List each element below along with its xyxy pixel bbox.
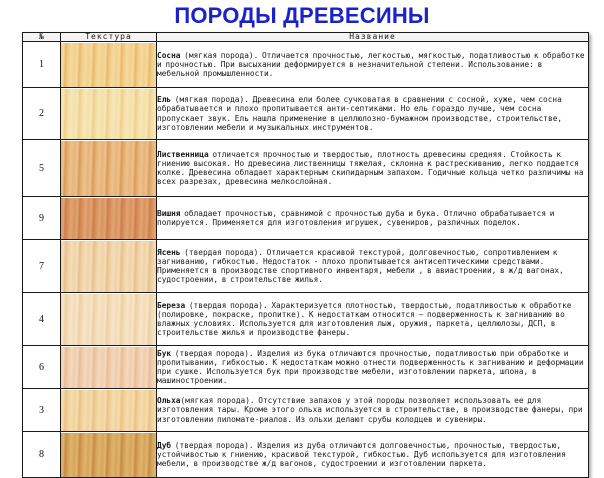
row-number: 8 xyxy=(23,432,61,478)
species-name: Лиственница xyxy=(157,149,209,159)
wood-texture-image xyxy=(61,347,156,388)
row-number: 2 xyxy=(23,88,61,140)
table-row xyxy=(23,197,589,240)
species-text: (мягкая порода). Древесина ели более сучковатая в сравнении с сосной, хуже, чем сосна обрабатывается и плохо пропитывается анти-септиками. Но ель гораздо лучше, чем сосна пропускает звук. Ель нашла применение в целлюлозно-бумажном производстве, строительстве, изготовлении мебели и музыкальных инструментов. xyxy=(157,95,563,132)
species-description xyxy=(157,240,589,293)
texture-cell xyxy=(61,389,157,432)
texture-cell xyxy=(61,42,157,88)
texture-cell xyxy=(61,293,157,346)
row-number: 9 xyxy=(23,197,61,240)
species-text: обладает прочностью, сравнимой с прочностью дуба и бука. Отлично обрабатывается и полируется. Применяется для изготовления игрушек, сувениров, различных поделок. xyxy=(157,208,555,227)
texture-cell xyxy=(61,240,157,293)
species-name: Береза xyxy=(157,300,186,310)
wood-texture-image xyxy=(61,241,156,292)
species-description xyxy=(157,88,589,140)
species-description xyxy=(157,140,589,197)
page-title: ПОРОДЫ ДРЕВЕСИНЫ xyxy=(174,3,430,28)
texture-cell xyxy=(61,88,157,140)
table-row xyxy=(23,88,589,140)
wood-texture-image xyxy=(61,198,156,239)
species-description xyxy=(157,42,589,88)
table-row xyxy=(23,346,589,389)
species-text: (твердая порода). Отличается красивой текстурой, долговечностью, сопротивлением к загниванию, гибкостью. Недостаток - плохо пропитывается антисептическими средствами. Применяется в производстве спортивного инвентаря, мебели , в авиастроении, в ж/д вагонах, судостроении, в строительстве жилья. xyxy=(157,247,564,285)
species-text: (твердая порода). Изделия из дуба отличаются долговечностью, прочностью, твердостью, устойчивостью к гниению, красивой текстурой, гибкостью. Дуб используется для изготовления мебели, в производстве ж/д вагонов, судостроении и изготовлении паркета. xyxy=(157,440,566,469)
table-row xyxy=(23,389,589,432)
column-header-name: Название xyxy=(157,33,589,42)
species-text: (мягкая порода). Отличается прочностью, легкостью, мягкостью, податливостью к обработке и прочностью. При высыхании деформируется в незначительной степени. Использование: в мебельной промышленности. xyxy=(157,50,585,79)
wood-texture-image xyxy=(61,43,156,87)
species-description xyxy=(157,432,589,478)
texture-cell xyxy=(61,432,157,478)
species-text: (твердая порода). Изделия из бука отличаются прочностью, податливостью при обработке и пропитывании, гибкостью. К недостаткам можно отнести подверженность к загниванию и деформации при сушке. Используется бук при производстве мебели, изготовлении паркета, шпона, в машиностроении. xyxy=(157,348,584,386)
table-row xyxy=(23,293,589,346)
table-row xyxy=(23,140,589,197)
species-text: отличается прочностью и твердостью, плотность древесины средняя. Стойкость к гниению высокая. Но древесина лиственницы тяжелая, склонна к растрескиванию, легко поддается колке. Древесина обладает характерным скипидарным запахом. Годичные кольца четко различимы на всех разрезах, древесина мелкослойная. xyxy=(157,149,584,187)
wood-texture-image xyxy=(61,294,156,345)
wood-texture-image xyxy=(61,141,156,196)
texture-cell xyxy=(61,346,157,389)
species-description xyxy=(157,197,589,240)
species-name: Ольха xyxy=(157,396,181,406)
row-number: 1 xyxy=(23,42,61,88)
table-row xyxy=(23,240,589,293)
table-row xyxy=(23,432,589,478)
species-text: (мягкая порода). Отсутствие запахов у этой породы позволяет использовать ее для изготовления тары. Кроме этого ольха используется в строительстве, в производстве фанеры, при изготовлении пиломате-риалов. Из ольхи делают срубы колодцев и сувениры. xyxy=(157,396,583,424)
species-description xyxy=(157,293,589,346)
wood-texture-image xyxy=(61,390,156,431)
species-name: Бук xyxy=(157,348,172,358)
row-number: 6 xyxy=(23,346,61,389)
species-name: Сосна xyxy=(157,50,181,60)
wood-texture-image xyxy=(61,433,156,477)
species-name: Вишня xyxy=(157,208,181,218)
row-number: 5 xyxy=(23,140,61,197)
row-number: 4 xyxy=(23,293,61,346)
texture-cell xyxy=(61,140,157,197)
species-name: Ель xyxy=(157,95,172,105)
species-description xyxy=(157,389,589,432)
table-header-row xyxy=(23,33,589,42)
species-description xyxy=(157,346,589,389)
species-name: Дуб xyxy=(157,440,172,450)
table-row xyxy=(23,42,589,88)
wood-species-table xyxy=(22,32,589,478)
column-header-texture: Текстура xyxy=(61,33,157,42)
species-name: Ясень xyxy=(157,247,181,257)
wood-texture-image xyxy=(61,89,156,139)
row-number: 3 xyxy=(23,389,61,432)
row-number: 7 xyxy=(23,240,61,293)
column-header-number: № xyxy=(23,33,61,42)
species-text: (твердая порода). Характеризуется плотностью, твердостью, податливостью к обработке (полировке, покраске, пропитке). К недостаткам относится — подверженность к загниванию во влажных условиях. Используется для изготовления лыж, оружия, паркета, целлюлозы, ДСП, в строительстве жилья и производстве фанеры. xyxy=(157,300,572,338)
texture-cell xyxy=(61,197,157,240)
